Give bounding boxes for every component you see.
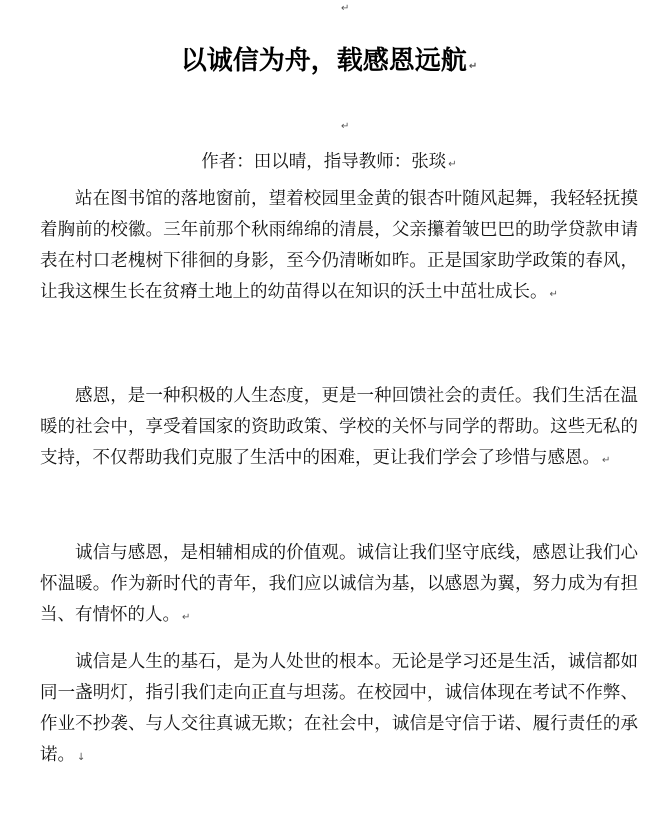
title-paragraph-mark: ↵ — [468, 61, 478, 72]
document-title — [0, 44, 658, 84]
paragraph-text: 诚信是人生的基石，是为人处世的根本。无论是学习还是生活，诚信都如同一盏明灯，指引我们走向正直与坦荡。在校园中，诚信体现在考试不作弊、作业不抄袭、与人交往真诚无欺；在社会中，诚信是守信于诺、履行责任的承诺。 — [40, 652, 638, 765]
paragraph-2 — [40, 381, 638, 476]
paragraph-3 — [40, 538, 638, 633]
author-paragraph-mark: ↵ — [448, 159, 457, 170]
title-text: 以诚信为舟，载感恩远航 — [180, 46, 467, 76]
paragraph-text: 站在图书馆的落地窗前，望着校园里金黄的银杏叶随风起舞，我轻轻抚摸着胸前的校徽。三年前那个秋雨绵绵的清晨，父亲攥着皱巴巴的助学贷款申请表在村口老槐树下徘徊的身影，至今仍清晰如昨。正是国家助学政策的春风，让我这棵生长在贫瘠土地上的幼苗得以在知识的沃土中茁壮成长。 — [40, 189, 638, 302]
paragraph-mark-top: ↵ — [341, 3, 350, 14]
paragraph-mark-blank-line: ↵ — [341, 121, 350, 132]
paragraph-mark: ↵ — [549, 289, 558, 300]
paragraph-1 — [40, 184, 638, 310]
author-line — [0, 150, 658, 177]
end-mark: ↓ — [77, 752, 86, 763]
paragraph-mark: ↵ — [602, 455, 611, 466]
paragraph-4 — [40, 647, 638, 773]
paragraph-text: 感恩，是一种积极的人生态度，更是一种回馈社会的责任。我们生活在温暖的社会中，享受着国家的资助政策、学校的关怀与同学的帮助。这些无私的支持，不仅帮助我们克服了生活中的困难，更让我们学会了珍惜与感恩。 — [40, 386, 638, 468]
paragraph-mark: ↵ — [182, 612, 191, 623]
paragraph-text: 诚信与感恩，是相辅相成的价值观。诚信让我们坚守底线，感恩让我们心怀温暖。作为新时代的青年，我们应以诚信为基，以感恩为翼，努力成为有担当、有情怀的人。 — [40, 543, 638, 625]
author-text: 作者：田以晴，指导教师：张琰 — [201, 152, 447, 172]
